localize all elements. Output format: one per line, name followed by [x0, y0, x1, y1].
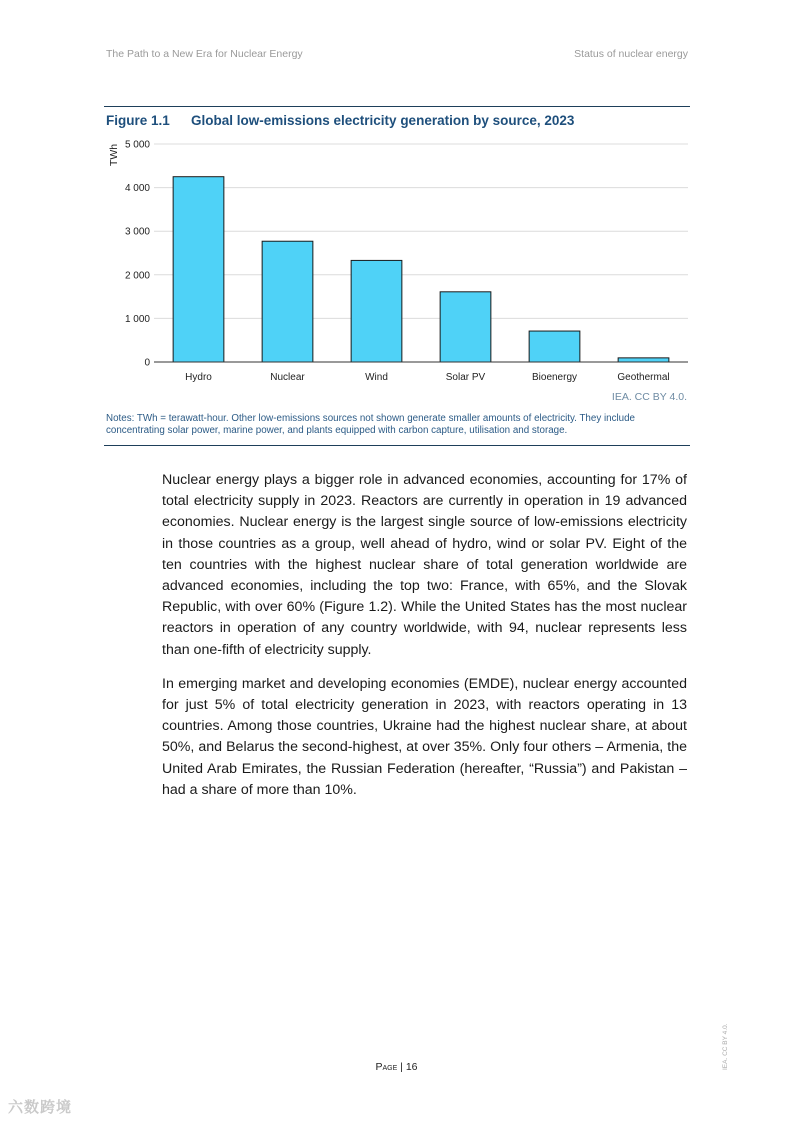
running-header-title: The Path to a New Era for Nuclear Energy [106, 48, 303, 60]
side-license: IEA. CC BY 4.0. [722, 1023, 729, 1070]
running-header-section: Status of nuclear energy [574, 48, 688, 60]
bar-chart [104, 107, 690, 407]
y-tick-label: 4 000 [124, 183, 150, 195]
bar-bioenergy [529, 331, 580, 362]
y-tick-label: 1 000 [124, 313, 150, 325]
watermark: 六数跨境 [8, 1099, 73, 1116]
y-tick-label: 5 000 [124, 139, 150, 151]
paragraph-1: Nuclear energy plays a bigger role in advanced economies, accounting for 17% of total electricity supply in 2023. Reactors are currently in operation in 19 advanced economies. Nuclear energy is the largest single source of low-emissions electricity in those countries as a group, well ahead of hydro, wind or solar PV. Eight of the ten countries with the highest nuclear share of total generation worldwide are advanced economies, including the top two: France, with 65%, and the Slovak Republic, with over 60% (Figure 1.2). While the United States has the most nuclear reactors in operation of any country worldwide, with 94, nuclear represents less than one-fifth of electricity supply. [162, 472, 687, 658]
paragraph-2: In emerging market and developing economies (EMDE), nuclear energy accounted for just 5% of total electricity generation in 2023, with reactors operating in 13 countries. Among those countries, Ukraine had the highest nuclear share, at about 50%, and Belarus the second-highest, at over 35%. Only four others – Armenia, the United Arab Emirates, the Russian Federation (hereafter, “Russia”) and Pakistan – had a share of more than 10%. [162, 675, 687, 798]
y-tick-label: 2 000 [124, 270, 150, 282]
y-axis-label: TWh [108, 143, 120, 167]
page-number-value: 16 [405, 1061, 418, 1073]
y-tick-label: 0 [144, 357, 150, 369]
figure-number: Figure 1.1 [106, 113, 170, 128]
bar-wind [351, 260, 402, 362]
figure-notes: Notes: TWh = terawatt-hour. Other low-emissions sources not shown generate smaller amounts of electricity. They include concentrating solar power, marine power, and plants equipped with carbon capture, utilisation and storage. [106, 413, 635, 436]
x-tick-label: Geothermal [617, 372, 670, 383]
figure-1-1 [104, 106, 690, 446]
x-tick-label: Hydro [185, 372, 212, 383]
x-tick-label: Bioenergy [531, 372, 578, 383]
bar-solar-pv [440, 292, 491, 362]
x-tick-label: Wind [365, 372, 388, 383]
figure-caption: Global low-emissions electricity generation by source, 2023 [191, 113, 575, 128]
x-tick-label: Nuclear [270, 372, 305, 383]
page-number: Page | 16 [375, 1061, 418, 1073]
bar-hydro [173, 177, 224, 362]
body-text [162, 470, 687, 814]
y-tick-label: 3 000 [124, 226, 150, 238]
bar-nuclear [262, 241, 313, 362]
x-tick-label: Solar PV [445, 372, 486, 383]
page-label: Page [375, 1061, 398, 1073]
figure-credit: IEA. CC BY 4.0. [611, 391, 687, 403]
bar-geothermal [618, 358, 669, 362]
